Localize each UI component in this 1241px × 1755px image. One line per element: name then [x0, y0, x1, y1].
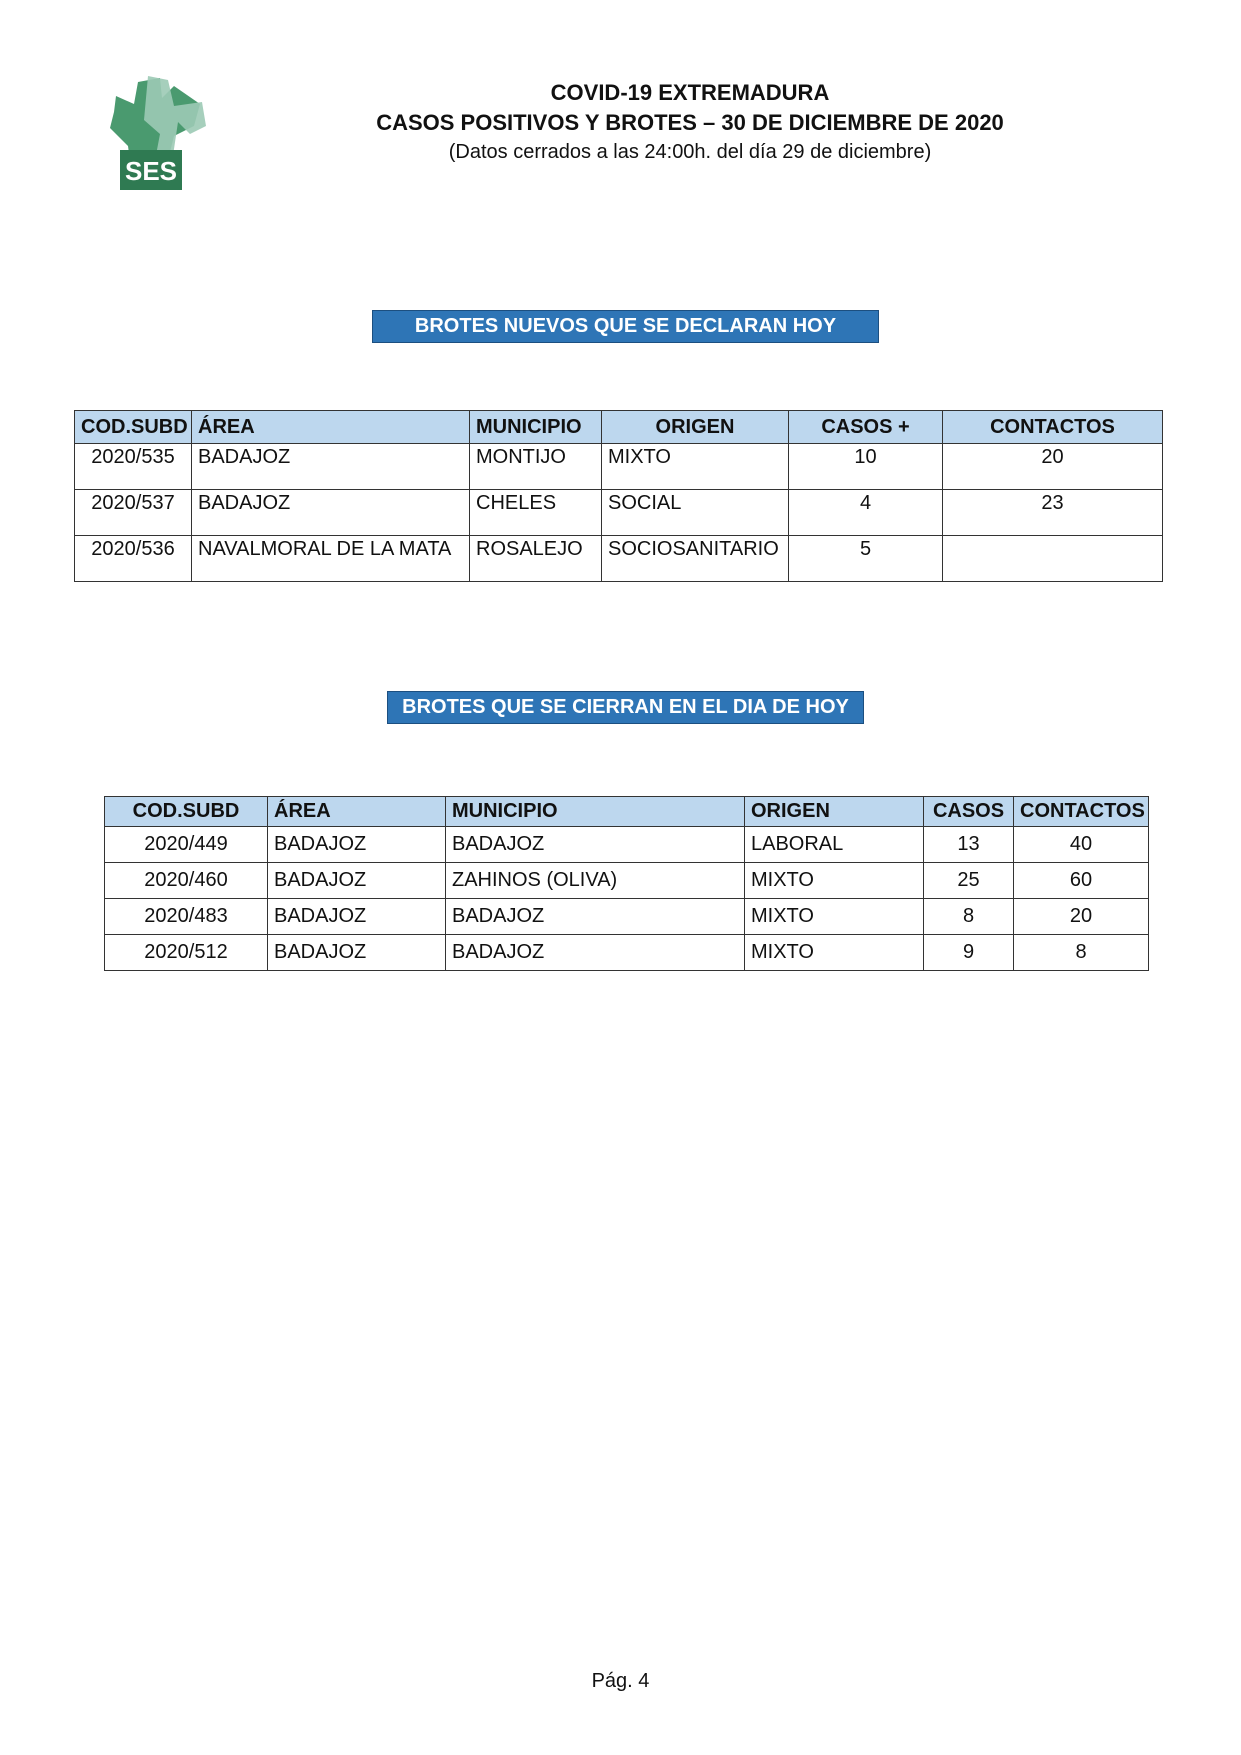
new-outbreaks-title: BROTES NUEVOS QUE SE DECLARAN HOY — [372, 310, 879, 343]
cell-contacts: 8 — [1014, 935, 1149, 971]
cell-area: BADAJOZ — [268, 899, 446, 935]
new-outbreaks-table — [74, 410, 1163, 582]
col-header: CONTACTOS — [943, 411, 1163, 444]
table-header-row — [75, 411, 1163, 444]
cell-origin: MIXTO — [745, 863, 924, 899]
cell-origin: MIXTO — [745, 935, 924, 971]
cell-origin: SOCIOSANITARIO — [602, 536, 789, 582]
page-number: Pág. 4 — [591, 1670, 650, 1692]
cell-cases: 25 — [924, 863, 1014, 899]
cell-area: BADAJOZ — [192, 490, 470, 536]
col-header: CONTACTOS — [1014, 797, 1149, 827]
header-note: (Datos cerrados a las 24:00h. del día 29 de diciembre) — [448, 141, 932, 163]
closed-outbreaks-title: BROTES QUE SE CIERRAN EN EL DIA DE HOY — [387, 691, 864, 724]
table-header-row — [105, 797, 1149, 827]
cell-municipality: BADAJOZ — [446, 827, 745, 863]
ses-logo — [104, 76, 210, 192]
page-header — [340, 78, 1040, 166]
cell-contacts: 20 — [1014, 899, 1149, 935]
cell-cases: 4 — [789, 490, 943, 536]
cell-code: 2020/483 — [105, 899, 268, 935]
col-header: ÁREA — [192, 411, 470, 444]
cell-contacts: 40 — [1014, 827, 1149, 863]
closed-outbreaks-table — [104, 796, 1149, 971]
table-row — [105, 863, 1149, 899]
cell-contacts: 60 — [1014, 863, 1149, 899]
cell-municipality: BADAJOZ — [446, 899, 745, 935]
cell-contacts: 20 — [943, 444, 1163, 490]
cell-cases: 13 — [924, 827, 1014, 863]
logo-text: SES — [124, 156, 178, 186]
cell-code: 2020/535 — [75, 444, 192, 490]
cell-cases: 10 — [789, 444, 943, 490]
ses-logo-graphic — [104, 76, 210, 192]
cell-area: BADAJOZ — [268, 863, 446, 899]
table-row — [75, 490, 1163, 536]
cell-contacts — [943, 536, 1163, 582]
cell-code: 2020/537 — [75, 490, 192, 536]
cell-origin: SOCIAL — [602, 490, 789, 536]
table-row — [75, 536, 1163, 582]
cell-area: BADAJOZ — [192, 444, 470, 490]
cell-municipality: ROSALEJO — [470, 536, 602, 582]
cell-municipality: BADAJOZ — [446, 935, 745, 971]
table-row — [105, 935, 1149, 971]
header-subtitle: CASOS POSITIVOS Y BROTES – 30 DE DICIEMBRE DE 2020 — [376, 110, 1004, 135]
cell-cases: 5 — [789, 536, 943, 582]
cell-municipality: CHELES — [470, 490, 602, 536]
col-header: MUNICIPIO — [470, 411, 602, 444]
cell-area: BADAJOZ — [268, 827, 446, 863]
cell-origin: MIXTO — [602, 444, 789, 490]
cell-area: NAVALMORAL DE LA MATA — [192, 536, 470, 582]
table-row — [105, 827, 1149, 863]
col-header: CASOS — [924, 797, 1014, 827]
cell-code: 2020/460 — [105, 863, 268, 899]
col-header: ORIGEN — [602, 411, 789, 444]
cell-municipality: MONTIJO — [470, 444, 602, 490]
cell-origin: MIXTO — [745, 899, 924, 935]
cell-origin: LABORAL — [745, 827, 924, 863]
cell-contacts: 23 — [943, 490, 1163, 536]
col-header: COD.SUBD — [75, 411, 192, 444]
col-header: CASOS + — [789, 411, 943, 444]
table-row — [105, 899, 1149, 935]
col-header: ÁREA — [268, 797, 446, 827]
cell-cases: 9 — [924, 935, 1014, 971]
col-header: ORIGEN — [745, 797, 924, 827]
cell-code: 2020/536 — [75, 536, 192, 582]
cell-area: BADAJOZ — [268, 935, 446, 971]
cell-code: 2020/512 — [105, 935, 268, 971]
cell-municipality: ZAHINOS (OLIVA) — [446, 863, 745, 899]
col-header: COD.SUBD — [105, 797, 268, 827]
col-header: MUNICIPIO — [446, 797, 745, 827]
header-title: COVID-19 EXTREMADURA — [550, 80, 830, 105]
table-row — [75, 444, 1163, 490]
cell-cases: 8 — [924, 899, 1014, 935]
cell-code: 2020/449 — [105, 827, 268, 863]
